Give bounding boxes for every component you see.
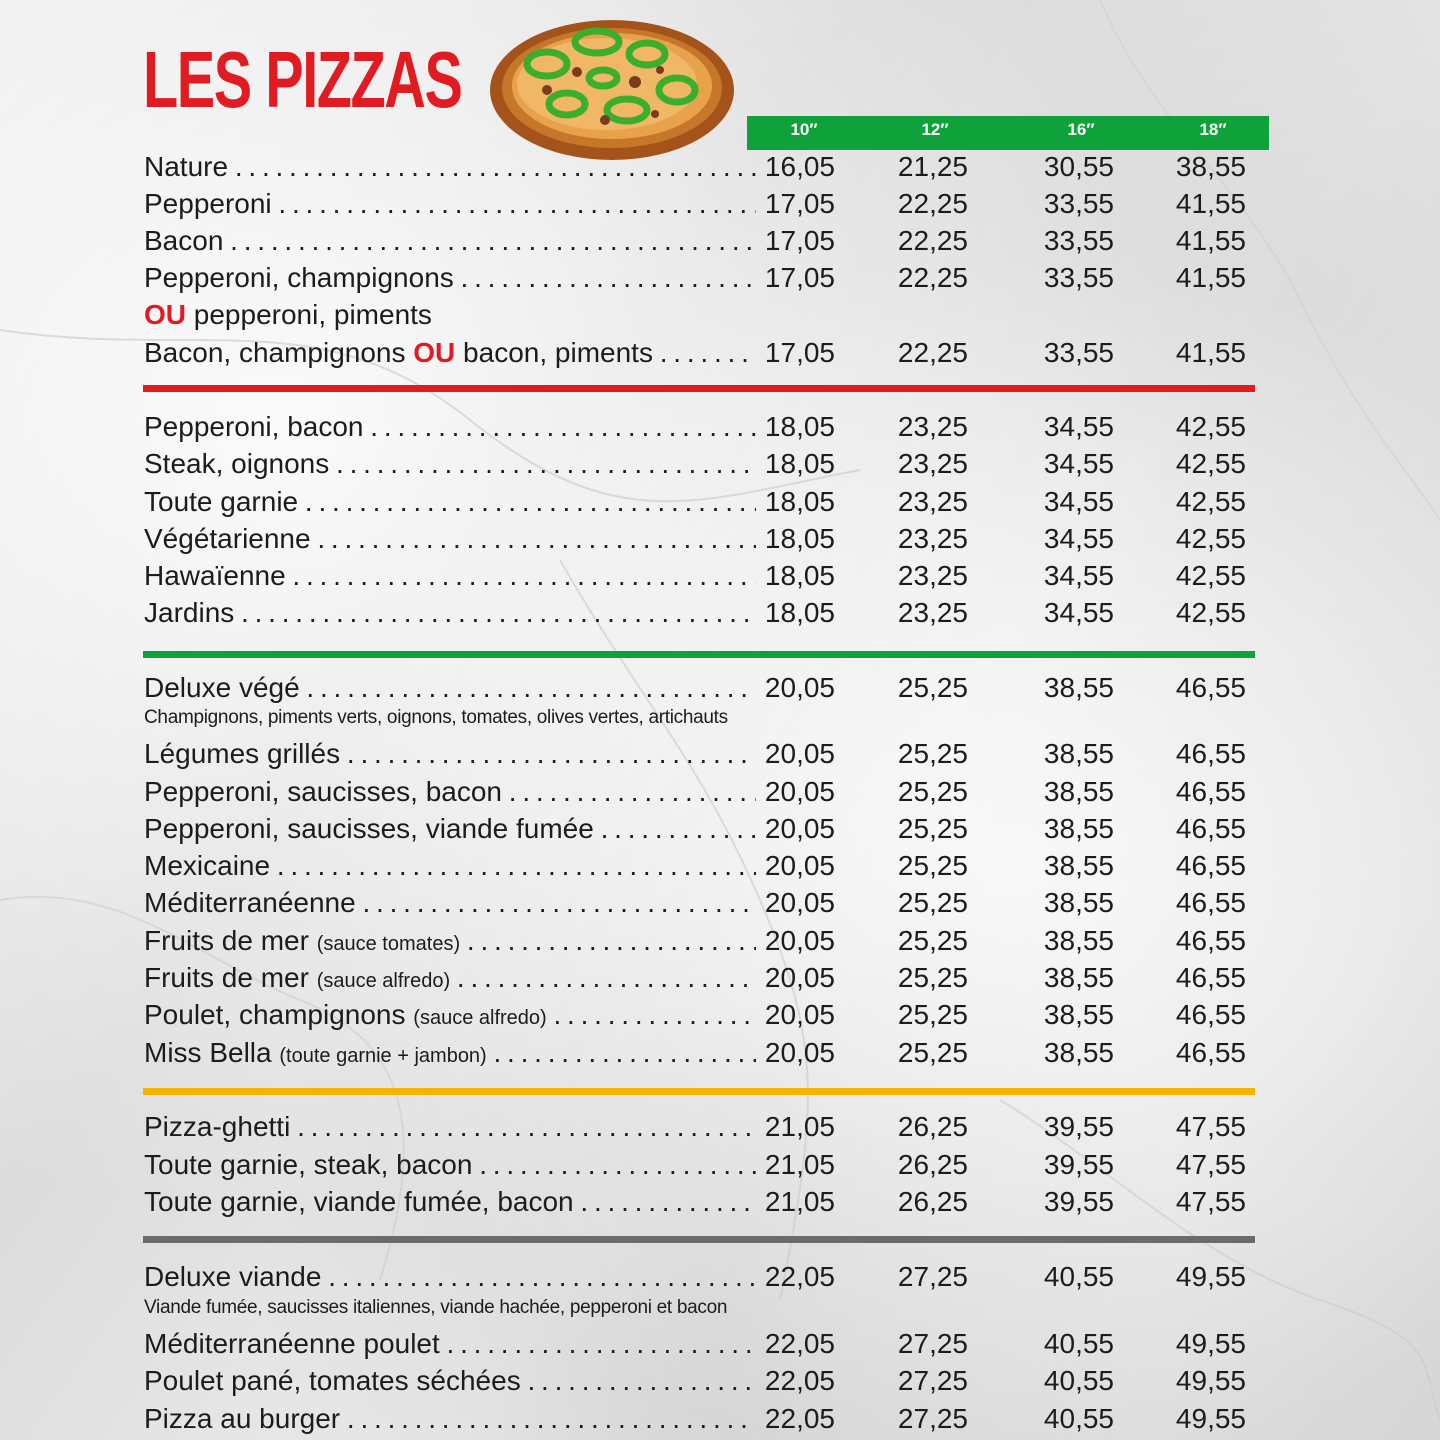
price-16: 38,55	[1043, 887, 1114, 918]
price-18: 46,55	[1175, 738, 1246, 769]
pizza-name	[144, 996, 756, 1037]
price-18: 46,55	[1175, 672, 1246, 703]
price-18: 41,55	[1175, 188, 1246, 219]
pizza-name-text: Pizza au burger	[144, 1403, 341, 1434]
price-16: 38,55	[1043, 925, 1114, 956]
price-12: 27,25	[897, 1365, 968, 1396]
price-16: 38,55	[1043, 813, 1114, 844]
price-12: 25,25	[897, 738, 968, 769]
price-16: 34,55	[1043, 523, 1114, 554]
price-10: 22,05	[764, 1261, 835, 1292]
size-12-label: 12″	[921, 120, 949, 139]
pizza-description: Viande fumée, saucisses italiennes, viande hachée, pepperoni et bacon	[144, 1297, 728, 1318]
pizza-name	[144, 1400, 756, 1437]
price-10: 21,05	[764, 1149, 835, 1180]
price-16: 34,55	[1043, 486, 1114, 517]
pizza-name-text: Pepperoni, bacon	[144, 411, 364, 442]
price-12: 23,25	[897, 411, 968, 442]
pizza-name-text: Nature	[144, 151, 229, 182]
pizza-image	[485, 12, 740, 167]
pizza-name-text: Poulet pané, tomates séchées	[144, 1365, 521, 1396]
pizza-name	[144, 922, 756, 963]
price-16: 34,55	[1043, 560, 1114, 591]
menu-row	[144, 996, 1254, 1033]
menu-row	[144, 884, 1254, 921]
price-18: 49,55	[1175, 1403, 1246, 1434]
pizza-name-text: Toute garnie, viande fumée, bacon	[144, 1186, 574, 1217]
pizza-name-text: Méditerranéenne poulet	[144, 1328, 440, 1359]
price-18: 42,55	[1175, 597, 1246, 628]
pizza-name-text: Légumes grillés	[144, 738, 341, 769]
menu-row	[144, 557, 1254, 594]
pizza-name	[144, 884, 756, 921]
pizza-name-text: Deluxe végé	[144, 672, 300, 703]
pizza-name	[144, 259, 756, 296]
menu-row	[144, 259, 1254, 296]
price-16: 33,55	[1043, 188, 1114, 219]
size-18-label: 18″	[1199, 120, 1227, 139]
price-18: 42,55	[1175, 486, 1246, 517]
pizza-name-text: Poulet, champignons	[144, 999, 406, 1030]
menu-row	[144, 483, 1254, 520]
price-16: 39,55	[1043, 1149, 1114, 1180]
price-10: 17,05	[764, 188, 835, 219]
menu-row	[144, 922, 1254, 959]
menu-row	[144, 185, 1254, 222]
price-12: 27,25	[897, 1261, 968, 1292]
price-18: 42,55	[1175, 560, 1246, 591]
pizza-name	[144, 334, 756, 371]
price-16: 33,55	[1043, 337, 1114, 368]
pizza-name	[144, 408, 756, 445]
price-18: 46,55	[1175, 776, 1246, 807]
price-10: 18,05	[764, 523, 835, 554]
price-16: 40,55	[1043, 1365, 1114, 1396]
pizza-name-text: Miss Bella	[144, 1037, 272, 1068]
pizza-description: Champignons, piments verts, oignons, tomates, olives vertes, artichauts	[144, 707, 728, 728]
price-12: 23,25	[897, 523, 968, 554]
price-18: 49,55	[1175, 1328, 1246, 1359]
price-10: 20,05	[764, 887, 835, 918]
price-10: 18,05	[764, 486, 835, 517]
sauce-note: (sauce alfredo)	[413, 1007, 547, 1029]
pizza-name-text: Toute garnie	[144, 486, 299, 517]
price-16: 34,55	[1043, 411, 1114, 442]
pizza-name-text: Mexicaine	[144, 850, 271, 881]
price-10: 22,05	[764, 1403, 835, 1434]
ou-label: OU	[413, 337, 456, 368]
pizza-name-text: Toute garnie, steak, bacon	[144, 1149, 473, 1180]
price-12: 23,25	[897, 486, 968, 517]
price-18: 46,55	[1175, 850, 1246, 881]
price-12: 22,25	[897, 337, 968, 368]
price-18: 46,55	[1175, 999, 1246, 1030]
price-16: 38,55	[1043, 672, 1114, 703]
menu-row	[144, 669, 1254, 706]
price-18: 42,55	[1175, 523, 1246, 554]
price-18: 41,55	[1175, 262, 1246, 293]
price-10: 20,05	[764, 813, 835, 844]
sauce-note: (sauce tomates)	[316, 933, 461, 955]
pizza-name	[144, 1034, 756, 1075]
price-16: 33,55	[1043, 262, 1114, 293]
section-divider-yellow	[143, 1088, 1255, 1095]
price-16: 38,55	[1043, 962, 1114, 993]
menu-row	[144, 735, 1254, 772]
pizza-name-text: Bacon	[144, 225, 224, 256]
price-16: 30,55	[1043, 151, 1114, 182]
pizza-name	[144, 810, 756, 847]
menu-row	[144, 1258, 1254, 1295]
menu-row	[144, 594, 1254, 631]
price-10: 18,05	[764, 411, 835, 442]
price-10: 16,05	[764, 151, 835, 182]
price-10: 20,05	[764, 776, 835, 807]
pizza-name-text: Steak, oignons	[144, 448, 330, 479]
price-12: 27,25	[897, 1328, 968, 1359]
price-16: 34,55	[1043, 597, 1114, 628]
price-10: 21,05	[764, 1111, 835, 1142]
pizza-name-text: Pizza-ghetti	[144, 1111, 291, 1142]
price-10: 21,05	[764, 1186, 835, 1217]
price-12: 25,25	[897, 776, 968, 807]
menu-row	[144, 334, 1254, 371]
pizza-name	[144, 1183, 756, 1220]
sauce-note: (toute garnie + jambon)	[279, 1045, 487, 1067]
section-divider-red	[143, 385, 1255, 392]
price-18: 49,55	[1175, 1365, 1246, 1396]
price-16: 40,55	[1043, 1328, 1114, 1359]
price-16: 40,55	[1043, 1261, 1114, 1292]
pizza-name-text: Pepperoni, saucisses, bacon	[144, 776, 502, 807]
price-16: 39,55	[1043, 1186, 1114, 1217]
pizza-name	[144, 1108, 756, 1145]
menu-row	[144, 959, 1254, 996]
price-16: 38,55	[1043, 738, 1114, 769]
pizza-name	[144, 1362, 756, 1399]
pizza-name	[144, 773, 756, 810]
menu-row	[144, 1325, 1254, 1362]
price-18: 41,55	[1175, 225, 1246, 256]
price-12: 23,25	[897, 560, 968, 591]
price-10: 20,05	[764, 850, 835, 881]
pizza-name	[144, 847, 756, 884]
sauce-note: (sauce alfredo)	[316, 970, 451, 992]
price-12: 25,25	[897, 672, 968, 703]
pizza-name-text: Pepperoni, champignons	[144, 262, 454, 293]
price-10: 20,05	[764, 672, 835, 703]
price-12: 22,25	[897, 188, 968, 219]
price-10: 18,05	[764, 597, 835, 628]
menu-row	[144, 148, 1254, 185]
pizza-name-text: bacon, piments	[455, 337, 653, 368]
menu-row	[144, 296, 1254, 333]
pizza-name-text: pepperoni, piments	[186, 299, 432, 330]
menu-row	[144, 810, 1254, 847]
price-12: 25,25	[897, 962, 968, 993]
pizza-name-text: Jardins	[144, 597, 235, 628]
size-10-label: 10″	[790, 120, 818, 139]
price-12: 23,25	[897, 448, 968, 479]
price-12: 26,25	[897, 1111, 968, 1142]
price-10: 20,05	[764, 962, 835, 993]
pizza-name	[144, 148, 756, 185]
pizza-name	[144, 520, 756, 557]
price-18: 47,55	[1175, 1111, 1246, 1142]
price-10: 22,05	[764, 1365, 835, 1396]
pizza-name	[144, 594, 756, 631]
price-12: 25,25	[897, 813, 968, 844]
menu-row	[144, 1362, 1254, 1399]
menu-row	[144, 1183, 1254, 1220]
price-12: 25,25	[897, 925, 968, 956]
pizza-name	[144, 669, 756, 706]
price-10: 17,05	[764, 337, 835, 368]
price-10: 20,05	[764, 1037, 835, 1068]
pizza-name	[144, 557, 756, 594]
size-header	[747, 116, 1269, 150]
price-10: 17,05	[764, 225, 835, 256]
price-10: 17,05	[764, 262, 835, 293]
pizza-name-text: Pepperoni	[144, 188, 272, 219]
price-12: 22,25	[897, 225, 968, 256]
section-divider-green	[143, 651, 1255, 658]
menu-row	[144, 1108, 1254, 1145]
menu-row	[144, 445, 1254, 482]
menu-row	[144, 1146, 1254, 1183]
price-18: 41,55	[1175, 337, 1246, 368]
pizza-name-text: Hawaïenne	[144, 560, 286, 591]
pizza-name-text: Bacon, champignons	[144, 337, 414, 368]
price-16: 40,55	[1043, 1403, 1114, 1434]
price-12: 22,25	[897, 262, 968, 293]
pizza-name-text: Pepperoni, saucisses, viande fumée	[144, 813, 594, 844]
price-16: 39,55	[1043, 1111, 1114, 1142]
price-18: 46,55	[1175, 813, 1246, 844]
price-12: 21,25	[897, 151, 968, 182]
menu-row	[144, 847, 1254, 884]
price-16: 38,55	[1043, 776, 1114, 807]
price-16: 38,55	[1043, 999, 1114, 1030]
pizza-name-text: Deluxe viande	[144, 1261, 322, 1292]
price-16: 34,55	[1043, 448, 1114, 479]
pizza-name	[144, 735, 756, 772]
price-16: 38,55	[1043, 1037, 1114, 1068]
price-12: 25,25	[897, 887, 968, 918]
price-12: 27,25	[897, 1403, 968, 1434]
pizza-name	[144, 296, 756, 333]
price-18: 42,55	[1175, 411, 1246, 442]
price-18: 38,55	[1175, 151, 1246, 182]
price-18: 42,55	[1175, 448, 1246, 479]
price-12: 26,25	[897, 1149, 968, 1180]
price-18: 49,55	[1175, 1261, 1246, 1292]
ou-label: OU	[144, 299, 186, 330]
price-18: 46,55	[1175, 962, 1246, 993]
price-16: 33,55	[1043, 225, 1114, 256]
price-16: 38,55	[1043, 850, 1114, 881]
pizza-name-text: Fruits de mer	[144, 962, 309, 993]
pizza-name	[144, 483, 756, 520]
price-18: 46,55	[1175, 1037, 1246, 1068]
pizza-name-text: Fruits de mer	[144, 925, 309, 956]
price-18: 46,55	[1175, 925, 1246, 956]
price-10: 20,05	[764, 925, 835, 956]
menu-row	[144, 1034, 1254, 1071]
pizza-name-text: Méditerranéenne	[144, 887, 356, 918]
menu-row	[144, 520, 1254, 557]
size-16-label: 16″	[1067, 120, 1095, 139]
menu-row	[144, 1400, 1254, 1437]
price-10: 22,05	[764, 1328, 835, 1359]
price-18: 47,55	[1175, 1186, 1246, 1217]
price-10: 20,05	[764, 999, 835, 1030]
menu-row	[144, 222, 1254, 259]
price-12: 23,25	[897, 597, 968, 628]
price-10: 20,05	[764, 738, 835, 769]
pizza-name	[144, 222, 756, 259]
price-18: 46,55	[1175, 887, 1246, 918]
price-12: 25,25	[897, 1037, 968, 1068]
page-title: LES PIZZAS	[143, 35, 462, 124]
menu-row	[144, 773, 1254, 810]
pizza-name-text: Végétarienne	[144, 523, 311, 554]
price-10: 18,05	[764, 560, 835, 591]
pizza-name	[144, 185, 756, 222]
menu-row	[144, 408, 1254, 445]
pizza-name	[144, 1146, 756, 1183]
pizza-name	[144, 959, 756, 1000]
price-10: 18,05	[764, 448, 835, 479]
price-12: 25,25	[897, 850, 968, 881]
pizza-name	[144, 1325, 756, 1362]
pizza-name	[144, 445, 756, 482]
section-divider-gray	[143, 1236, 1255, 1243]
pizza-name	[144, 1258, 756, 1295]
price-12: 25,25	[897, 999, 968, 1030]
price-18: 47,55	[1175, 1149, 1246, 1180]
price-12: 26,25	[897, 1186, 968, 1217]
